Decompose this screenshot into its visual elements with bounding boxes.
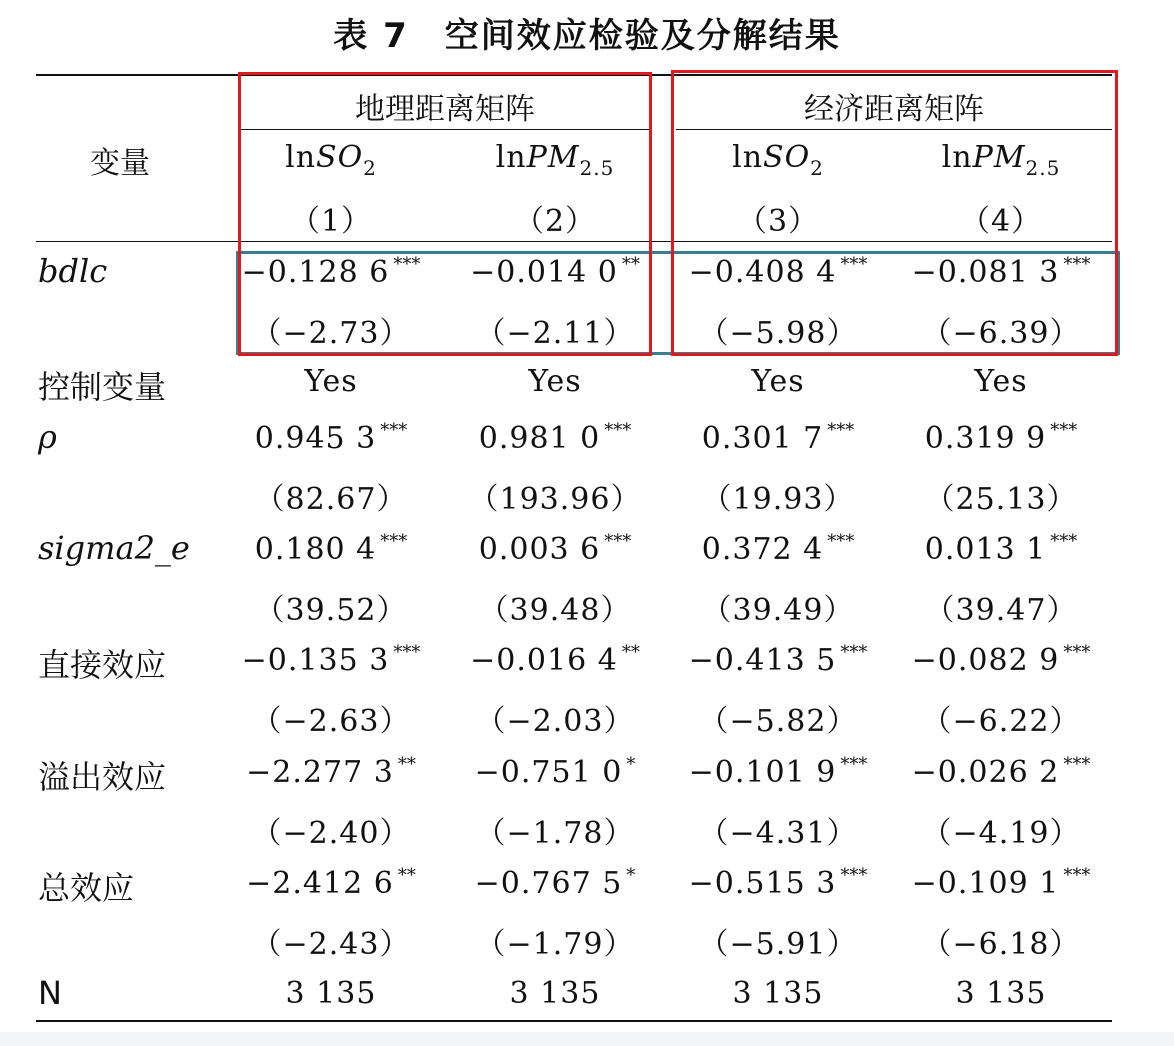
coef-cell [445,531,665,567]
coef-cell [668,976,888,1011]
pollutant-subscript: 2.5 [1025,156,1061,180]
t-stat-cell: （−1.78） [475,816,635,851]
column-number-3: （3） [736,204,820,239]
highlight-box-geographic [238,72,652,356]
pollutant-name: PM [526,140,580,175]
row-label: N [38,974,62,1012]
t-stat-cell: （−2.73） [251,316,411,351]
coef-value: 0.301 7 [701,421,824,456]
coef-value: −0.751 0 [474,755,623,790]
coef-value: −0.082 9 [911,643,1060,678]
coef-value: −0.408 4 [688,255,837,290]
coef-value: −0.128 6 [241,255,390,290]
coef-cell [445,754,665,790]
coef-cell [891,642,1111,678]
pollutant-name: SO [316,140,364,175]
row-label: 控制变量 [38,368,167,406]
significance-stars: ** [621,642,640,663]
coef-value: −0.081 3 [911,255,1060,290]
coef-cell [221,865,441,901]
column-number-1: （1） [289,204,373,239]
t-stat-cell: （−5.82） [698,704,858,739]
pollutant-subscript: 2.5 [579,156,615,180]
coef-value: −0.101 9 [688,755,837,790]
t-stat-cell: （−2.63） [251,704,411,739]
coef-value: −0.413 5 [688,643,837,678]
t-stat-cell: （−2.40） [251,816,411,851]
t-stat-cell: （−2.43） [251,927,411,962]
coef-value: 0.981 0 [478,421,601,456]
t-stat-cell: （−6.22） [921,704,1081,739]
coef-cell [445,976,665,1011]
ln-prefix: ln [285,140,317,175]
significance-stars: * [626,865,636,886]
pollutant-subscript: 2 [363,156,377,180]
coef-value: 3 135 [285,976,377,1011]
coef-value: 0.319 9 [924,421,1047,456]
coef-value: 0.945 3 [254,421,377,456]
row-label: 直接效应 [38,646,167,684]
significance-stars: *** [1050,531,1078,552]
significance-stars: *** [827,420,855,441]
t-stat-cell: （82.67） [254,482,408,517]
row-label: 总效应 [38,869,135,907]
pollutant-name: PM [972,140,1026,175]
coef-value: −0.135 3 [241,643,390,678]
significance-stars: *** [1063,754,1091,775]
significance-stars: ** [397,865,416,886]
group1-header: 地理距离矩阵 [355,92,535,127]
coef-cell [668,364,888,399]
coef-cell [221,364,441,399]
ln-prefix: ln [495,140,527,175]
significance-stars: *** [380,420,408,441]
coef-cell [668,642,888,678]
coef-cell [668,531,888,567]
significance-stars: * [626,754,636,775]
t-stat-cell: （39.52） [254,593,408,628]
coef-cell [221,420,441,456]
pollutant-subscript: 2 [810,156,824,180]
t-stat-cell: （39.49） [701,593,855,628]
coef-cell [221,754,441,790]
coef-value: −2.412 6 [246,866,394,901]
t-stat-cell: （39.47） [924,593,1078,628]
significance-stars: *** [840,865,868,886]
t-stat-cell: （19.93） [701,482,855,517]
coef-value: 3 135 [955,976,1047,1011]
coef-value: 3 135 [732,976,824,1011]
coef-value: Yes [974,364,1028,399]
coef-value: −0.109 1 [911,866,1060,901]
t-stat-cell: （−6.18） [921,927,1081,962]
coef-value: 0.372 4 [701,532,824,567]
coef-value: −0.026 2 [911,755,1060,790]
t-stat-cell: （−6.39） [921,316,1081,351]
row-label: sigma2_e [38,529,190,567]
coef-value: 3 135 [509,976,601,1011]
t-stat-cell: （−2.03） [475,704,635,739]
column-number-4: （4） [959,204,1043,239]
coef-cell [891,976,1111,1011]
ln-prefix: ln [941,140,973,175]
significance-stars: *** [604,531,632,552]
coef-cell [221,642,441,678]
significance-stars: *** [827,531,855,552]
coef-value: −2.277 3 [246,755,394,790]
bottom-band [0,1032,1174,1046]
significance-stars: ** [397,754,416,775]
row-label: ρ [38,418,57,456]
table-title: 表 7 空间效应检验及分解结果 [333,16,841,56]
coef-cell [668,865,888,901]
t-stat-cell: （−2.11） [475,316,635,351]
coef-value: 0.003 6 [478,532,601,567]
coef-value: −0.016 4 [470,643,618,678]
variable-header: 变量 [90,146,150,181]
significance-stars: *** [1050,420,1078,441]
significance-stars: ** [621,254,640,275]
significance-stars: *** [1063,642,1091,663]
coef-value: −0.014 0 [470,255,618,290]
coef-cell [221,531,441,567]
row-label: 溢出效应 [38,758,167,796]
t-stat-cell: （−5.91） [698,927,858,962]
pollutant-name: SO [763,140,811,175]
coef-cell [891,865,1111,901]
coef-cell [891,531,1111,567]
column-number-2: （2） [513,204,597,239]
significance-stars: *** [1063,254,1091,275]
coef-cell [445,865,665,901]
t-stat-cell: （39.48） [478,593,632,628]
coef-cell [891,364,1111,399]
t-stat-cell: （−4.19） [921,816,1081,851]
coef-cell [891,754,1111,790]
coef-cell [668,754,888,790]
significance-stars: *** [840,642,868,663]
coef-cell [668,420,888,456]
coef-value: −0.515 3 [688,866,837,901]
t-stat-cell: （−1.79） [475,927,635,962]
significance-stars: *** [393,642,421,663]
significance-stars: *** [840,754,868,775]
group2-header: 经济距离矩阵 [804,92,984,127]
t-stat-cell: （−4.31） [698,816,858,851]
highlight-box-economic [671,70,1118,356]
significance-stars: *** [840,254,868,275]
coef-cell [445,364,665,399]
coef-cell [891,420,1111,456]
coef-value: 0.180 4 [254,532,377,567]
coef-value: Yes [751,364,805,399]
t-stat-cell: （193.96） [468,482,642,517]
coef-cell [445,420,665,456]
coef-value: Yes [528,364,582,399]
significance-stars: *** [380,531,408,552]
t-stat-cell: （25.13） [924,482,1078,517]
coef-value: −0.767 5 [474,866,623,901]
row-label: bdlc [38,252,108,290]
ln-prefix: ln [732,140,764,175]
bottom-rule [36,1020,1112,1022]
significance-stars: *** [1063,865,1091,886]
coef-value: Yes [304,364,358,399]
significance-stars: *** [393,254,421,275]
coef-cell [221,976,441,1011]
t-stat-cell: （−5.98） [698,316,858,351]
coef-value: 0.013 1 [924,532,1047,567]
significance-stars: *** [604,420,632,441]
coef-cell [445,642,665,678]
